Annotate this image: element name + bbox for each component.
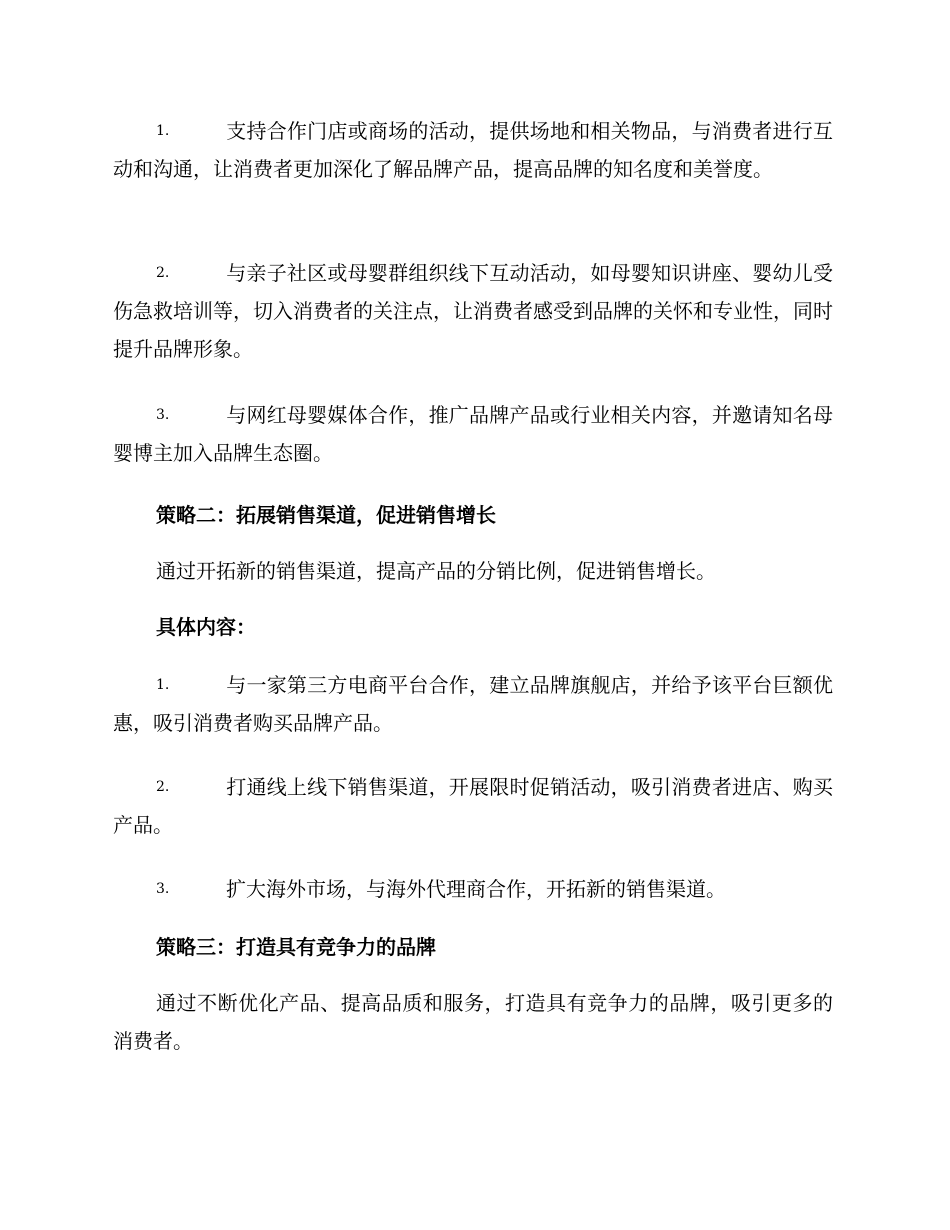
list-item <box>113 112 833 226</box>
list-item <box>113 768 833 844</box>
list-item <box>113 870 833 908</box>
list-number: 3. <box>156 881 170 897</box>
list-item <box>113 254 833 368</box>
list-text: 扩大海外市场，与海外代理商合作，开拓新的销售渠道。 <box>226 877 726 901</box>
list-number: 1. <box>156 677 170 693</box>
list-text: 与网红母婴媒体合作，推广品牌产品或行业相关内容，并邀请知名母婴博主加入品牌生态圈。 <box>113 403 833 465</box>
list-number: 1. <box>156 123 170 139</box>
details-heading: 具体内容： <box>156 615 256 639</box>
list-number: 2. <box>156 265 170 281</box>
strategy-2-heading: 策略二：拓展销售渠道，促进销售增长 <box>156 503 496 527</box>
list-number: 2. <box>156 779 170 795</box>
list-text: 支持合作门店或商场的活动，提供场地和相关物品，与消费者进行互动和沟通，让消费者更加深化了解品牌产品，提高品牌的知名度和美誉度。 <box>113 119 833 181</box>
strategy-3-description: 通过不断优化产品、提高品质和服务，打造具有竞争力的品牌，吸引更多的消费者。 <box>113 991 833 1053</box>
strategy-2-description: 通过开拓新的销售渠道，提高产品的分销比例，促进销售增长。 <box>156 559 716 583</box>
list-text: 打通线上线下销售渠道，开展限时促销活动，吸引消费者进店、购买产品。 <box>113 775 833 837</box>
list-text: 与一家第三方电商平台合作，建立品牌旗舰店，并给予该平台巨额优惠，吸引消费者购买品牌产品。 <box>113 673 833 735</box>
strategy-3-heading: 策略三：打造具有竞争力的品牌 <box>156 935 436 959</box>
list-text: 与亲子社区或母婴群组织线下互动活动，如母婴知识讲座、婴幼儿受伤急救培训等，切入消费者的关注点，让消费者感受到品牌的关怀和专业性，同时提升品牌形象。 <box>113 261 833 361</box>
document-body <box>113 112 833 1060</box>
list-item <box>113 396 833 472</box>
list-number: 3. <box>156 407 170 423</box>
list-item <box>113 666 833 742</box>
